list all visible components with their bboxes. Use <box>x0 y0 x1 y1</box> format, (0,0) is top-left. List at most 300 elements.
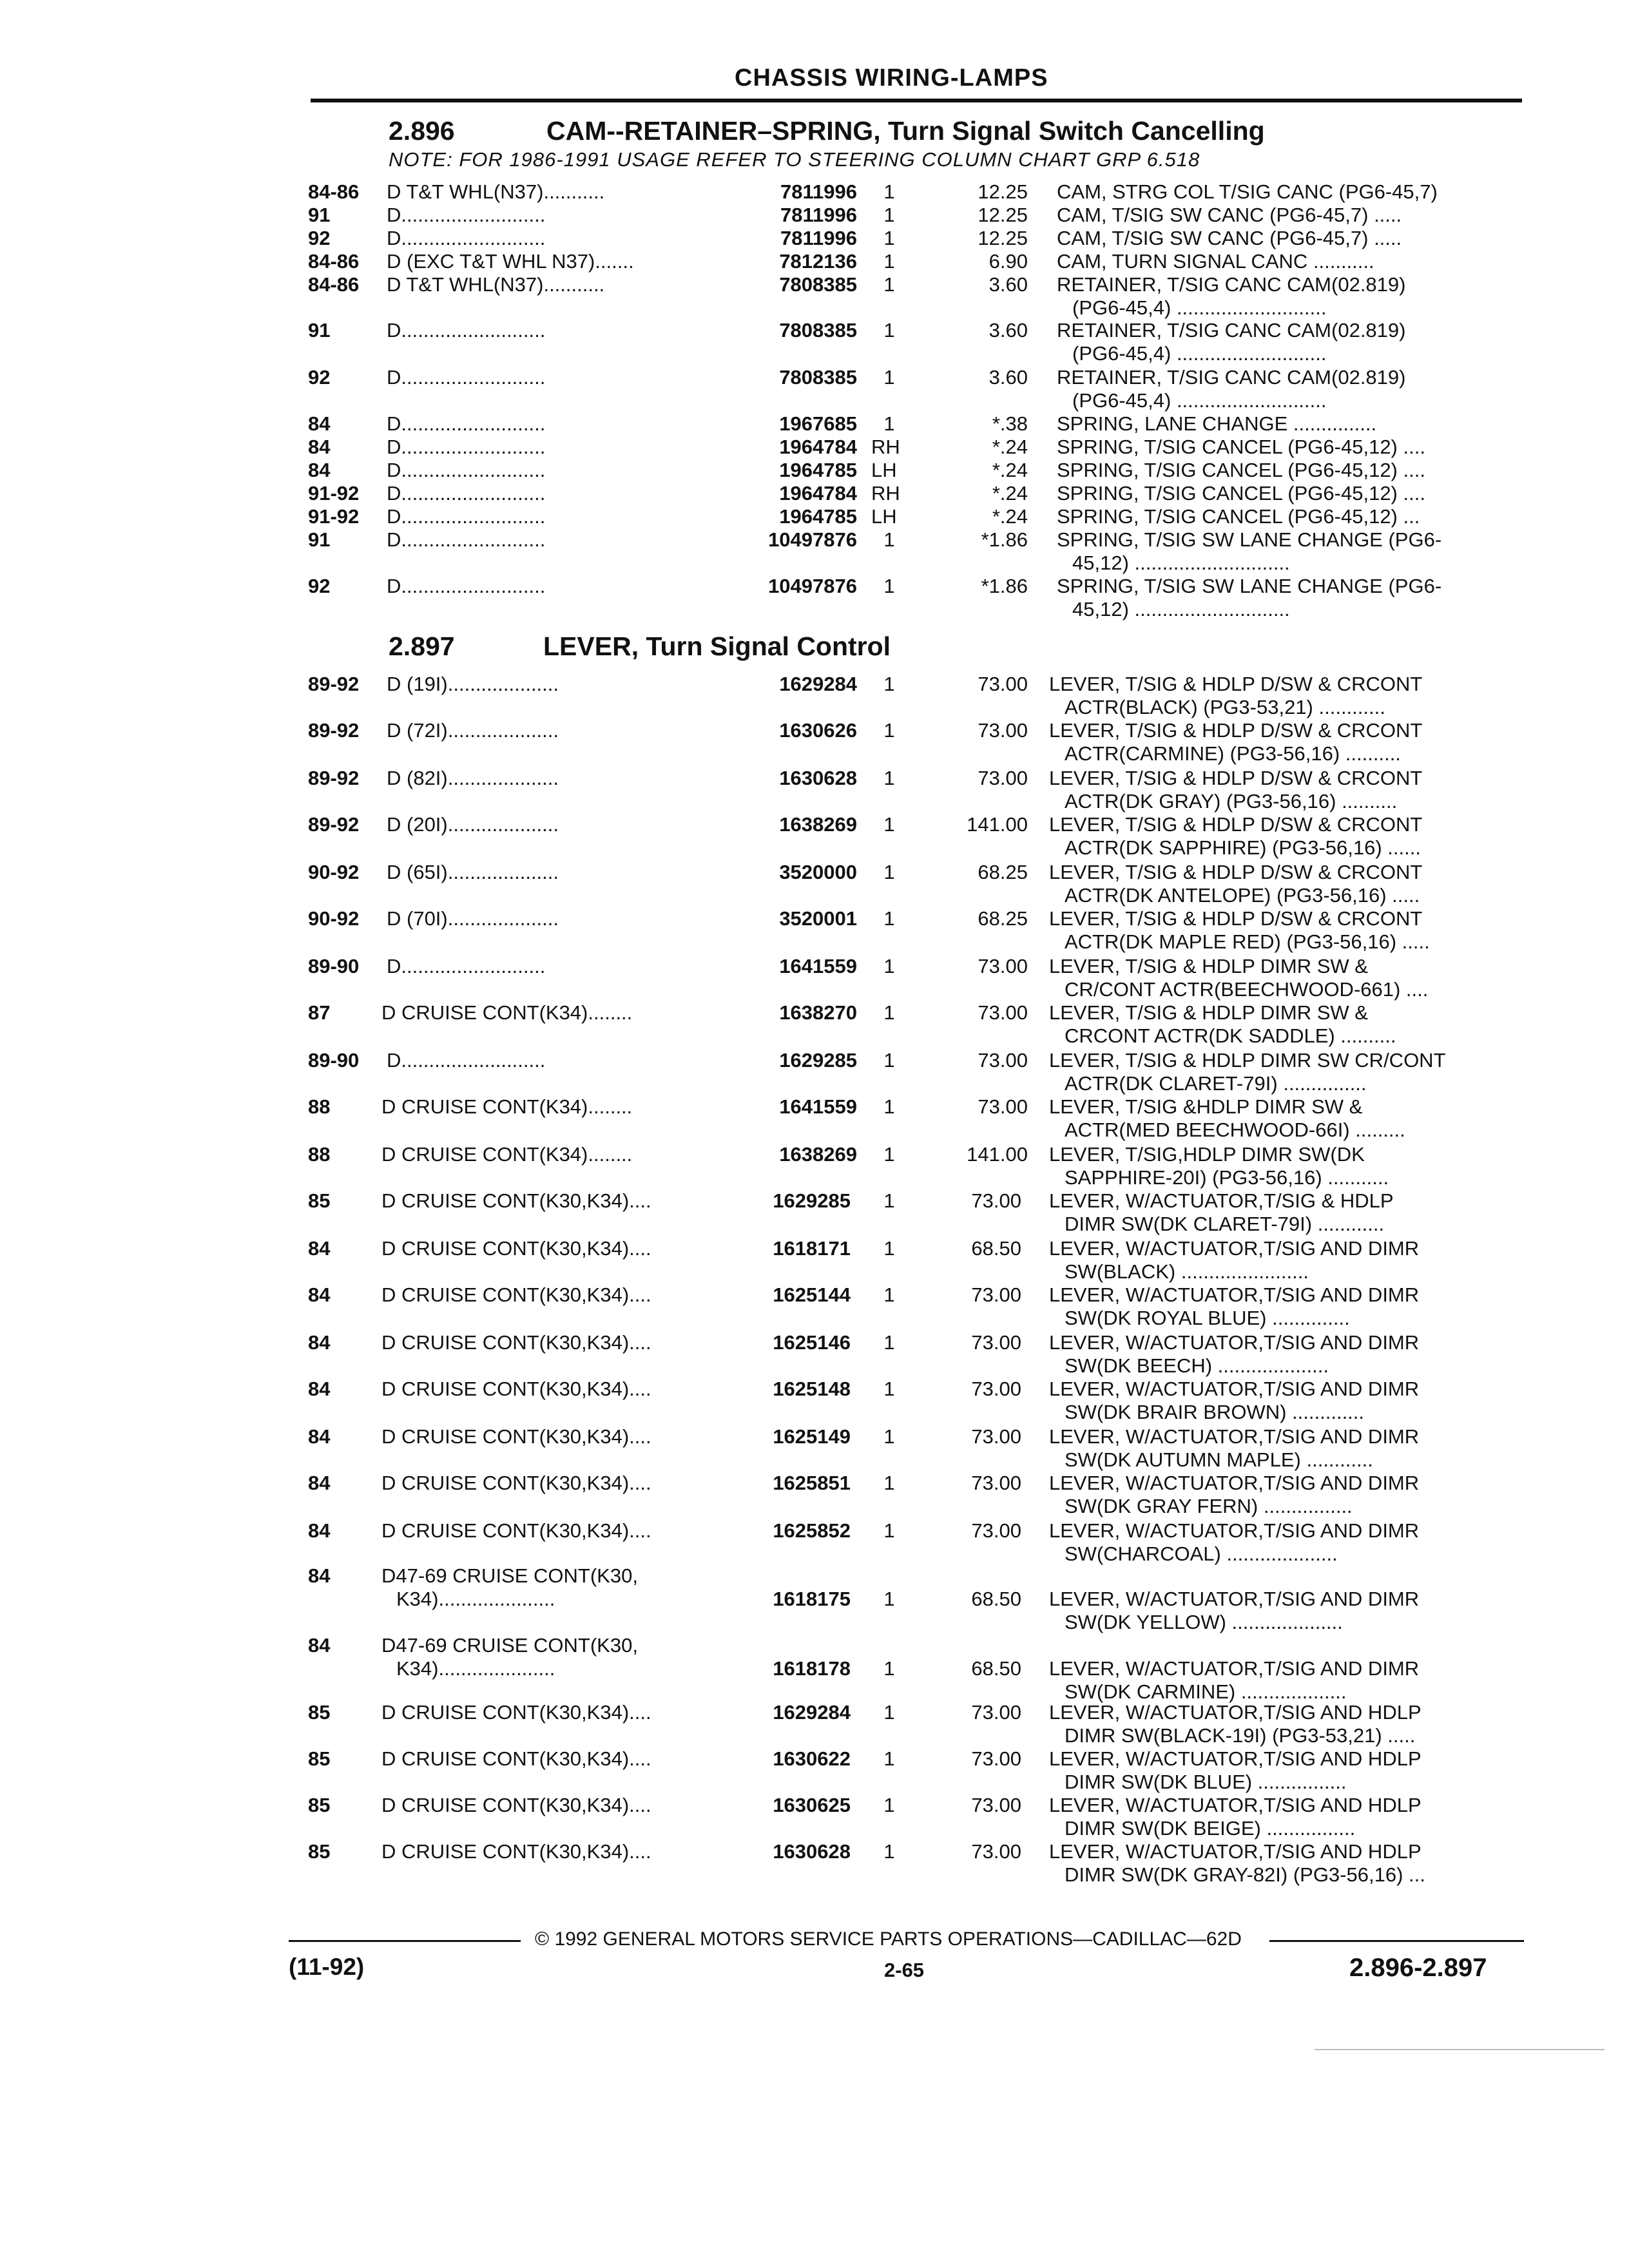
row-price: 12.25 <box>978 227 1028 249</box>
row-description <box>1049 955 1428 1001</box>
row-quantity: 1 <box>883 273 895 296</box>
row-leader-dots: .... <box>629 1331 651 1354</box>
row-description <box>1049 673 1422 719</box>
row-description <box>1057 459 1425 482</box>
row-part-number: 1618175 <box>773 1588 851 1610</box>
row-description-line: SW(CHARCOAL) .................... <box>1065 1542 1338 1565</box>
row-leader-dots: ....... <box>595 250 634 273</box>
section-note: NOTE: FOR 1986-1991 USAGE REFER TO STEERING COLUMN CHART GRP 6.518 <box>389 148 1200 171</box>
row-application: D CRUISE CONT(K30,K34) <box>381 1283 630 1306</box>
row-description-line: LEVER, T/SIG &HDLP DIMR SW & <box>1049 1095 1363 1118</box>
row-description-line: SW(BLACK) ....................... <box>1065 1260 1309 1283</box>
row-year: 85 <box>308 1189 331 1212</box>
row-description-line: LEVER, W/ACTUATOR,T/SIG & HDLP <box>1049 1189 1394 1212</box>
row-description-line: RETAINER, T/SIG CANC CAM(02.819) <box>1057 273 1406 296</box>
row-description <box>1049 1794 1422 1840</box>
row-price: *1.86 <box>981 575 1028 597</box>
row-description <box>1057 528 1441 575</box>
row-description-line: LEVER, W/ACTUATOR,T/SIG AND HDLP <box>1049 1701 1422 1724</box>
row-part-number: 1967685 <box>779 412 857 435</box>
row-price: 3.60 <box>988 366 1028 389</box>
row-quantity: 1 <box>883 180 895 203</box>
row-description-line: LEVER, W/ACTUATOR,T/SIG AND HDLP <box>1049 1840 1422 1863</box>
row-price: *.24 <box>992 482 1028 505</box>
row-description <box>1049 1049 1446 1095</box>
row-leader-dots: .......................... <box>401 482 546 505</box>
row-year: 91-92 <box>308 505 360 528</box>
row-application: D (65I) <box>387 861 448 883</box>
row-year: 92 <box>308 366 331 389</box>
row-price: 3.60 <box>988 273 1028 296</box>
row-leader-dots: .......................... <box>401 204 546 226</box>
row-part-number: 1630622 <box>773 1747 851 1770</box>
row-year: 84 <box>308 1331 331 1354</box>
row-description-line: SW(DK BEECH) .................... <box>1065 1354 1329 1377</box>
row-price: 73.00 <box>978 1001 1028 1024</box>
row-application: D (19I) <box>387 673 448 695</box>
row-leader-dots: .................... <box>447 767 559 789</box>
row-part-number: 1964784 <box>779 436 857 458</box>
row-price: 73.00 <box>971 1472 1021 1494</box>
row-price: 73.00 <box>978 1095 1028 1118</box>
row-part-number: 1641559 <box>779 1095 857 1118</box>
row-quantity: 1 <box>883 1049 895 1072</box>
row-quantity: 1 <box>883 412 895 435</box>
row-part-number: 7811996 <box>780 227 857 249</box>
row-quantity: 1 <box>883 575 895 597</box>
row-part-number: 1641559 <box>779 955 857 977</box>
row-quantity: 1 <box>883 1588 895 1610</box>
row-price: 73.00 <box>971 1331 1021 1354</box>
row-part-number: 1625149 <box>773 1425 851 1448</box>
section-number-2896: 2.896 <box>389 116 455 146</box>
row-application: D T&T WHL(N37) <box>387 180 544 203</box>
row-description-line: ACTR(DK GRAY) (PG3-56,16) .......... <box>1065 790 1398 812</box>
row-part-number: 7811996 <box>780 204 857 226</box>
row-leader-dots: .... <box>629 1472 651 1494</box>
row-description-line: LEVER, T/SIG & HDLP DIMR SW & <box>1049 955 1368 977</box>
row-leader-dots: .... <box>629 1378 651 1400</box>
row-application: D CRUISE CONT(K30,K34) <box>381 1237 630 1260</box>
row-description-line: SW(DK CARMINE) ................... <box>1065 1680 1347 1703</box>
row-leader-dots: .......................... <box>401 227 546 249</box>
row-part-number: 10497876 <box>768 528 857 551</box>
row-leader-dots: .... <box>629 1237 651 1260</box>
row-application: D <box>387 366 401 389</box>
row-side: LH <box>871 459 897 481</box>
row-description-line: LEVER, T/SIG & HDLP DIMR SW CR/CONT <box>1049 1049 1446 1072</box>
row-description-line: SW(DK YELLOW) .................... <box>1065 1611 1343 1633</box>
footer-page-number: 2-65 <box>884 1959 925 1981</box>
row-leader-dots: .......................... <box>401 412 546 435</box>
row-application: D (82I) <box>387 767 448 789</box>
row-quantity: 1 <box>883 955 895 977</box>
page-header-title: CHASSIS WIRING-LAMPS <box>735 64 1048 91</box>
row-application: D (70I) <box>387 907 448 930</box>
row-description-line: LEVER, T/SIG & HDLP DIMR SW & <box>1049 1001 1368 1024</box>
row-quantity: 1 <box>883 1331 895 1354</box>
row-description-line: DIMR SW(DK BLUE) ................ <box>1065 1771 1347 1793</box>
row-description <box>1049 813 1422 860</box>
row-description-line: SPRING, T/SIG CANCEL (PG6-45,12) .... <box>1057 482 1425 505</box>
row-description-line: RETAINER, T/SIG CANC CAM(02.819) <box>1057 319 1406 341</box>
row-price: *.38 <box>992 412 1028 435</box>
row-price: 141.00 <box>967 1143 1028 1166</box>
row-description-line: CAM, TURN SIGNAL CANC ........... <box>1057 250 1374 273</box>
row-description-line: CR/CONT ACTR(BEECHWOOD-661) .... <box>1065 978 1429 1001</box>
row-year: 87 <box>308 1001 331 1024</box>
row-price: *.24 <box>992 436 1028 458</box>
row-application: D <box>387 575 401 597</box>
row-quantity: 1 <box>883 719 895 742</box>
row-quantity: 1 <box>883 1143 895 1166</box>
row-leader-dots: ........ <box>588 1001 633 1024</box>
row-application: D <box>387 436 401 458</box>
row-quantity: 1 <box>883 1425 895 1448</box>
row-quantity: 1 <box>883 1794 895 1816</box>
row-year: 84 <box>308 1519 331 1542</box>
row-year: 89-92 <box>308 673 360 695</box>
row-description-line: LEVER, T/SIG & HDLP D/SW & CRCONT <box>1049 861 1423 883</box>
row-price: *1.86 <box>981 528 1028 551</box>
row-year: 84 <box>308 412 331 435</box>
row-part-number: 7808385 <box>779 319 857 341</box>
row-leader-dots: .................... <box>447 673 559 695</box>
row-year: 89-90 <box>308 955 360 977</box>
row-description-line: LEVER, T/SIG & HDLP D/SW & CRCONT <box>1049 907 1423 930</box>
row-part-number: 10497876 <box>768 575 857 597</box>
row-price: 73.00 <box>971 1519 1021 1542</box>
row-price: 73.00 <box>971 1701 1021 1724</box>
row-description <box>1049 719 1422 765</box>
row-description-line: LEVER, W/ACTUATOR,T/SIG AND DIMR <box>1049 1425 1420 1448</box>
scan-artifact-line <box>1315 2049 1605 2050</box>
row-description-line: ACTR(DK ANTELOPE) (PG3-56,16) ..... <box>1065 884 1420 907</box>
row-description <box>1049 1588 1419 1634</box>
row-description-line: SPRING, T/SIG SW LANE CHANGE (PG6- <box>1057 575 1442 597</box>
row-description-line: LEVER, T/SIG & HDLP D/SW & CRCONT <box>1049 719 1423 742</box>
row-quantity: 1 <box>883 1840 895 1863</box>
row-description <box>1049 1001 1396 1048</box>
row-year: 92 <box>308 227 331 249</box>
row-description-line: DIMR SW(DK CLARET-79I) ............ <box>1065 1213 1385 1235</box>
row-description-line: LEVER, W/ACTUATOR,T/SIG AND DIMR <box>1049 1331 1420 1354</box>
row-quantity: 1 <box>883 673 895 695</box>
row-price: 68.25 <box>978 861 1028 883</box>
row-leader-dots: .... <box>629 1747 651 1770</box>
row-price: 73.00 <box>978 673 1028 695</box>
row-description-line: SPRING, T/SIG CANCEL (PG6-45,12) .... <box>1057 436 1425 458</box>
row-price: 73.00 <box>971 1840 1021 1863</box>
row-year: 84 <box>308 1378 331 1400</box>
row-application: D CRUISE CONT(K34) <box>381 1143 588 1166</box>
row-price: 12.25 <box>978 180 1028 203</box>
row-description-line: LEVER, T/SIG & HDLP D/SW & CRCONT <box>1049 673 1423 695</box>
row-year: 90-92 <box>308 861 360 883</box>
row-price: 73.00 <box>971 1378 1021 1400</box>
row-description-line: ACTR(CARMINE) (PG3-56,16) .......... <box>1065 742 1401 765</box>
row-description-line: SPRING, T/SIG SW LANE CHANGE (PG6- <box>1057 528 1442 551</box>
row-description <box>1049 1519 1419 1566</box>
row-description-line: SAPPHIRE-20I) (PG3-56,16) ........... <box>1065 1166 1389 1189</box>
row-leader-dots: .... <box>629 1425 651 1448</box>
row-application: D CRUISE CONT(K30,K34) <box>381 1472 630 1494</box>
row-description <box>1049 1143 1389 1189</box>
row-leader-dots: .... <box>629 1840 651 1863</box>
row-leader-dots: .......................... <box>401 575 546 597</box>
footer-rule-left <box>289 1940 521 1942</box>
row-description <box>1057 575 1441 621</box>
row-year: 89-92 <box>308 813 360 836</box>
row-description <box>1057 436 1425 459</box>
row-leader-dots: .......................... <box>401 459 546 481</box>
row-year: 88 <box>308 1143 331 1166</box>
row-application: D <box>387 319 401 341</box>
row-price: *.24 <box>992 459 1028 481</box>
row-description <box>1057 412 1376 436</box>
row-year: 84-86 <box>308 250 360 273</box>
row-part-number: 1629285 <box>779 1049 857 1072</box>
row-description <box>1049 1378 1419 1424</box>
row-quantity: 1 <box>883 528 895 551</box>
row-part-number: 3520001 <box>779 907 857 930</box>
footer-date: (11-92) <box>289 1954 365 1980</box>
row-part-number: 1630628 <box>773 1840 851 1863</box>
row-year: 85 <box>308 1747 331 1770</box>
row-leader-dots: .......................... <box>401 1049 546 1072</box>
row-price: *.24 <box>992 505 1028 528</box>
row-application: D <box>387 459 401 481</box>
row-description-line: ACTR(DK SAPPHIRE) (PG3-56,16) ...... <box>1065 836 1421 859</box>
row-description <box>1049 1425 1419 1472</box>
row-application: D CRUISE CONT(K30,K34) <box>381 1840 630 1863</box>
row-side: RH <box>871 482 900 505</box>
row-application: D T&T WHL(N37) <box>387 273 544 296</box>
row-quantity: 1 <box>883 1472 895 1494</box>
row-quantity: 1 <box>883 1237 895 1260</box>
row-part-number: 7808385 <box>779 273 857 296</box>
row-leader-dots: ........ <box>588 1095 633 1118</box>
row-year: 84 <box>308 459 331 481</box>
row-description-line: SW(DK ROYAL BLUE) .............. <box>1065 1307 1350 1329</box>
row-description-line: (PG6-45,4) ........................... <box>1072 342 1327 365</box>
row-part-number: 1630625 <box>773 1794 851 1816</box>
row-year: 91-92 <box>308 482 360 505</box>
row-quantity: 1 <box>883 1519 895 1542</box>
row-leader-dots: ........ <box>588 1143 633 1166</box>
row-year: 84 <box>308 1564 331 1587</box>
row-part-number: 1630626 <box>779 719 857 742</box>
row-description-line: SPRING, T/SIG CANCEL (PG6-45,12) ... <box>1057 505 1420 528</box>
row-year: 84 <box>308 1425 331 1448</box>
row-application: D (72I) <box>387 719 448 742</box>
row-application: D <box>387 955 401 977</box>
row-application: D (20I) <box>387 813 448 836</box>
row-side: LH <box>871 505 897 528</box>
row-description-line: SW(DK AUTUMN MAPLE) ............ <box>1065 1448 1373 1471</box>
row-description-line: ACTR(BLACK) (PG3-53,21) ............ <box>1065 696 1385 718</box>
row-leader-dots: .... <box>629 1189 651 1212</box>
row-description-line: (PG6-45,4) ........................... <box>1072 389 1327 412</box>
row-leader-dots: .......................... <box>401 505 546 528</box>
row-part-number: 3520000 <box>779 861 857 883</box>
row-part-number: 1625851 <box>773 1472 851 1494</box>
row-description-line: LEVER, W/ACTUATOR,T/SIG AND DIMR <box>1049 1237 1420 1260</box>
row-application: D <box>387 412 401 435</box>
row-leader-dots: .......................... <box>401 436 546 458</box>
row-leader-dots: .... <box>629 1701 651 1724</box>
row-year: 85 <box>308 1701 331 1724</box>
row-year: 84-86 <box>308 273 360 296</box>
row-description <box>1049 1472 1419 1518</box>
row-quantity: 1 <box>883 767 895 789</box>
row-description <box>1049 1283 1419 1330</box>
row-year: 84 <box>308 1472 331 1494</box>
row-year: 92 <box>308 575 331 597</box>
row-quantity: 1 <box>883 861 895 883</box>
row-description-line: LEVER, W/ACTUATOR,T/SIG AND HDLP <box>1049 1794 1422 1816</box>
row-leader-dots: .......................... <box>401 528 546 551</box>
row-part-number: 1630628 <box>779 767 857 789</box>
row-description <box>1049 767 1422 813</box>
row-application: D CRUISE CONT(K30,K34) <box>381 1519 630 1542</box>
row-application: D47-69 CRUISE CONT(K30, <box>381 1564 638 1587</box>
row-description <box>1057 319 1405 365</box>
row-quantity: 1 <box>883 1095 895 1118</box>
row-description-line: LEVER, W/ACTUATOR,T/SIG AND DIMR <box>1049 1657 1420 1680</box>
row-part-number: 1629284 <box>773 1701 851 1724</box>
row-application: D <box>387 1049 401 1072</box>
row-description-line: CAM, T/SIG SW CANC (PG6-45,7) ..... <box>1057 204 1402 226</box>
row-part-number: 7811996 <box>780 180 857 203</box>
section-number-2897: 2.897 <box>389 631 455 661</box>
row-description-line: LEVER, W/ACTUATOR,T/SIG AND DIMR <box>1049 1519 1420 1542</box>
row-year: 84 <box>308 1634 331 1657</box>
row-quantity: 1 <box>883 250 895 273</box>
row-part-number: 1625144 <box>773 1283 851 1306</box>
row-part-number: 7812136 <box>779 250 857 273</box>
row-description-line: RETAINER, T/SIG CANC CAM(02.819) <box>1057 366 1406 389</box>
row-quantity: 1 <box>883 204 895 226</box>
row-description <box>1057 482 1425 505</box>
row-year: 89-92 <box>308 767 360 789</box>
row-year: 88 <box>308 1095 331 1118</box>
row-description <box>1057 273 1405 320</box>
row-description <box>1049 1189 1394 1236</box>
row-description-line: LEVER, T/SIG,HDLP DIMR SW(DK <box>1049 1143 1365 1166</box>
row-part-number: 1629285 <box>773 1189 851 1212</box>
row-description <box>1049 1237 1419 1283</box>
row-part-number: 1964784 <box>779 482 857 505</box>
footer-rule-right <box>1269 1940 1524 1942</box>
row-part-number: 1964785 <box>779 505 857 528</box>
row-description-line: 45,12) ............................ <box>1072 552 1290 574</box>
row-application: D CRUISE CONT(K30,K34) <box>381 1701 630 1724</box>
row-quantity: 1 <box>883 1001 895 1024</box>
row-application: D <box>387 528 401 551</box>
row-description-line: LEVER, W/ACTUATOR,T/SIG AND DIMR <box>1049 1472 1420 1494</box>
row-part-number: 1638269 <box>779 813 857 836</box>
row-application: D <box>387 505 401 528</box>
row-side: RH <box>871 436 900 458</box>
row-year: 84 <box>308 436 331 458</box>
row-application: D (EXC T&T WHL N37) <box>387 250 595 273</box>
row-application: D CRUISE CONT(K30,K34) <box>381 1331 630 1354</box>
row-description-line: LEVER, T/SIG & HDLP D/SW & CRCONT <box>1049 767 1423 789</box>
row-quantity: 1 <box>883 1283 895 1306</box>
row-price: 68.50 <box>971 1237 1021 1260</box>
row-year: 91 <box>308 319 331 341</box>
row-part-number: 1625852 <box>773 1519 851 1542</box>
row-description-line: SPRING, LANE CHANGE ............... <box>1057 412 1377 435</box>
row-description-line: LEVER, W/ACTUATOR,T/SIG AND HDLP <box>1049 1747 1422 1770</box>
row-description <box>1049 1095 1405 1142</box>
row-description-line: SW(DK BRAIR BROWN) ............. <box>1065 1401 1365 1423</box>
row-application: D CRUISE CONT(K34) <box>381 1095 588 1118</box>
row-application: D CRUISE CONT(K34) <box>381 1001 588 1024</box>
row-application: D CRUISE CONT(K30,K34) <box>381 1378 630 1400</box>
row-leader-dots: .... <box>629 1283 651 1306</box>
row-year: 89-90 <box>308 1049 360 1072</box>
row-application: D47-69 CRUISE CONT(K30, <box>381 1634 638 1657</box>
row-application-cont: K34) <box>396 1588 439 1610</box>
row-leader-dots: .................... <box>447 813 559 836</box>
row-description-line: DIMR SW(DK GRAY-82I) (PG3-56,16) ... <box>1065 1863 1425 1886</box>
row-leader-dots: .......................... <box>401 319 546 341</box>
row-price: 6.90 <box>988 250 1028 273</box>
row-description-line: ACTR(DK CLARET-79I) ............... <box>1065 1072 1367 1095</box>
row-leader-dots: .................... <box>447 861 559 883</box>
row-description <box>1057 227 1402 250</box>
row-description <box>1049 1840 1425 1887</box>
row-description-line: CRCONT ACTR(DK SADDLE) .......... <box>1065 1024 1396 1047</box>
row-year: 89-92 <box>308 719 360 742</box>
row-description-line: LEVER, W/ACTUATOR,T/SIG AND DIMR <box>1049 1588 1420 1610</box>
row-price: 73.00 <box>971 1794 1021 1816</box>
row-application: D CRUISE CONT(K30,K34) <box>381 1794 630 1816</box>
row-price: 141.00 <box>967 813 1028 836</box>
row-price: 73.00 <box>978 1049 1028 1072</box>
row-description <box>1057 204 1402 227</box>
row-part-number: 1964785 <box>779 459 857 481</box>
row-quantity: 1 <box>883 1747 895 1770</box>
row-description <box>1049 1331 1419 1378</box>
row-description <box>1049 1747 1422 1794</box>
row-part-number: 7808385 <box>779 366 857 389</box>
row-part-number: 1638270 <box>779 1001 857 1024</box>
row-part-number: 1618171 <box>773 1237 851 1260</box>
footer-section-range: 2.896-2.897 <box>1349 1954 1487 1982</box>
section-title-2896: CAM--RETAINER–SPRING, Turn Signal Switch Cancelling <box>546 116 1265 146</box>
row-price: 73.00 <box>978 719 1028 742</box>
row-price: 73.00 <box>971 1283 1021 1306</box>
row-description-line: LEVER, W/ACTUATOR,T/SIG AND DIMR <box>1049 1378 1420 1400</box>
row-description-line: DIMR SW(BLACK-19I) (PG3-53,21) ..... <box>1065 1724 1416 1747</box>
footer-copyright: © 1992 GENERAL MOTORS SERVICE PARTS OPERATIONS—CADILLAC—62D <box>535 1928 1242 1950</box>
row-leader-dots: ........... <box>543 273 605 296</box>
row-description <box>1057 180 1438 204</box>
row-leader-dots: .......................... <box>401 366 546 389</box>
row-part-number: 1638269 <box>779 1143 857 1166</box>
row-leader-dots: ........... <box>543 180 605 203</box>
row-application: D CRUISE CONT(K30,K34) <box>381 1425 630 1448</box>
row-part-number: 1629284 <box>779 673 857 695</box>
row-price: 73.00 <box>978 767 1028 789</box>
row-quantity: 1 <box>883 366 895 389</box>
row-quantity: 1 <box>883 1701 895 1724</box>
row-part-number: 1625148 <box>773 1378 851 1400</box>
row-description-line: (PG6-45,4) ........................... <box>1072 296 1327 319</box>
